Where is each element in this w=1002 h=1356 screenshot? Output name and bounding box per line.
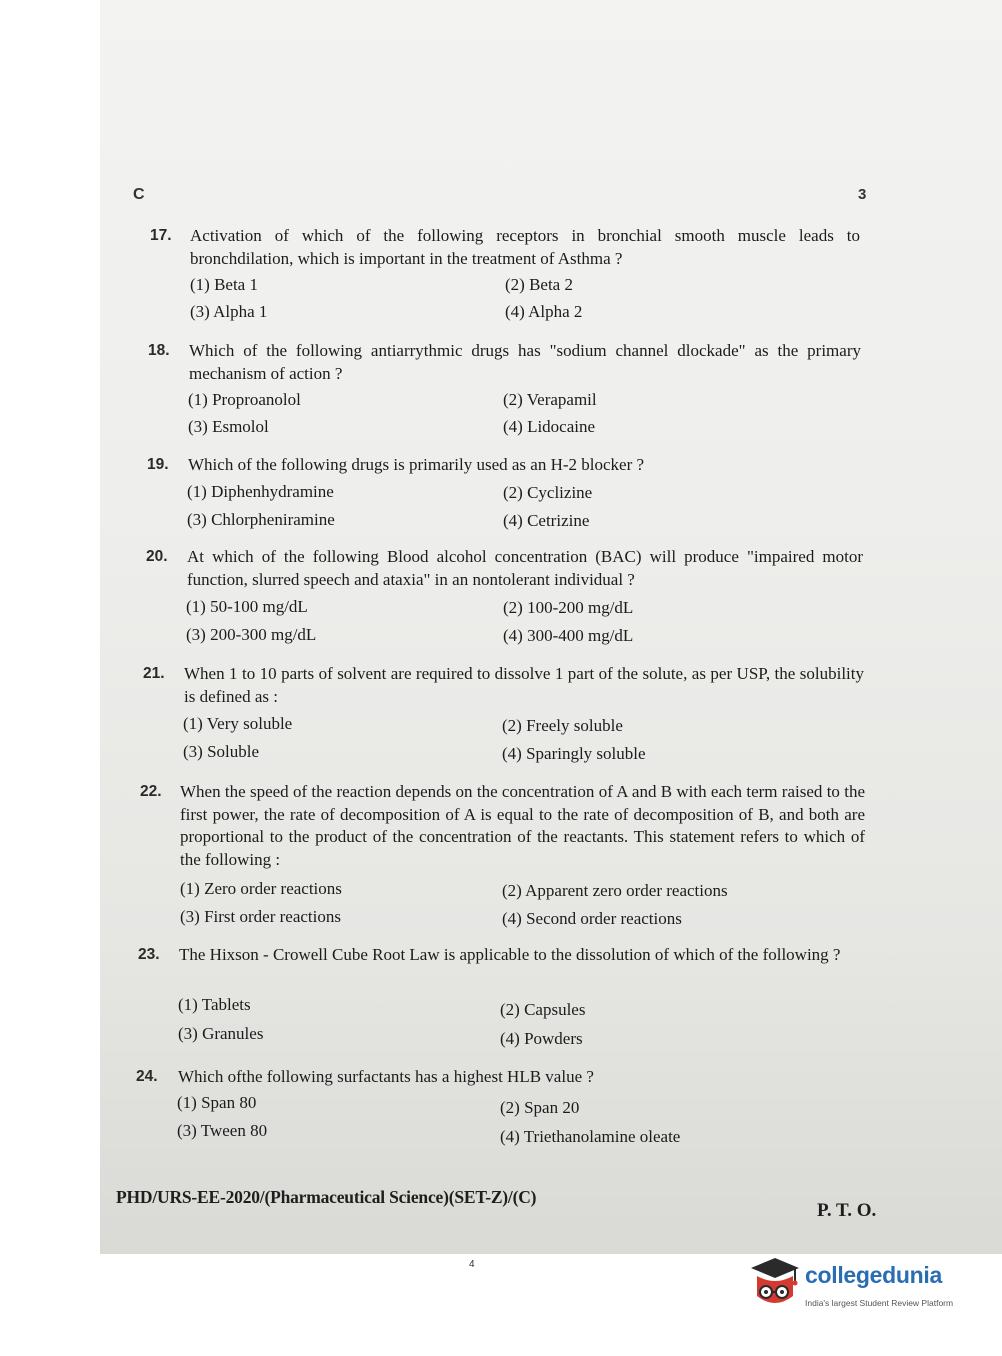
collegedunia-watermark <box>745 1250 975 1320</box>
paper-code: PHD/URS-EE-2020/(Pharmaceutical Science)(SET-Z)/(C) <box>116 1187 537 1207</box>
question-18 <box>148 340 862 440</box>
option-1: (1) Zero order reactions <box>180 879 342 898</box>
question-23 <box>138 944 866 1048</box>
option-4: (4) Cetrizine <box>503 511 590 530</box>
question-number: 24. <box>136 1068 158 1085</box>
option-4: (4) Lidocaine <box>503 417 596 436</box>
question-19 <box>147 454 862 534</box>
question-22 <box>140 781 866 931</box>
option-2: (2) Apparent zero order reactions <box>502 881 728 900</box>
option-2: (2) 100-200 mg/dL <box>503 598 634 617</box>
graduate-mascot-icon <box>745 1252 803 1319</box>
option-2: (2) Cyclizine <box>503 483 593 502</box>
question-21 <box>143 663 865 763</box>
option-4: (4) Triethanolamine oleate <box>500 1127 681 1146</box>
option-3: (3) 200-300 mg/dL <box>186 625 317 644</box>
question-text: The Hixson - Crowell Cube Root Law is applicable to the dissolution of which of the following ? <box>179 945 841 964</box>
option-4: (4) Alpha 2 <box>505 302 583 321</box>
option-1: (1) 50-100 mg/dL <box>186 597 308 616</box>
scan-page-number: 4 <box>469 1259 475 1270</box>
option-1: (1) Diphenhydramine <box>187 482 334 501</box>
set-letter: C <box>133 186 145 203</box>
option-2: (2) Span 20 <box>500 1098 580 1117</box>
option-2: (2) Beta 2 <box>505 275 573 294</box>
option-4: (4) Second order reactions <box>502 909 682 928</box>
option-2: (2) Freely soluble <box>502 716 623 735</box>
option-1: (1) Beta 1 <box>190 275 258 294</box>
question-text: At which of the following Blood alcohol concentration (BAC) will produce "impaired motor function, slurred speech and ataxia" in an nontolerant individual ? <box>187 547 863 589</box>
question-text: Which of the following antiarrythmic drugs has "sodium channel dlockade" as the primary mechanism of action ? <box>189 341 861 383</box>
question-number: 22. <box>140 783 162 800</box>
option-4: (4) Powders <box>500 1029 583 1048</box>
question-text: Activation of which of the following receptors in bronchial smooth muscle leads to bronchdilation, which is important in the treatment of Asthma ? <box>190 226 860 268</box>
brand-name: collegedunia <box>805 1262 942 1288</box>
option-4: (4) 300-400 mg/dL <box>503 626 634 645</box>
option-2: (2) Capsules <box>500 1000 586 1019</box>
option-4: (4) Sparingly soluble <box>502 744 646 763</box>
option-3: (3) Esmolol <box>188 417 269 436</box>
option-1: (1) Tablets <box>178 995 251 1014</box>
option-3: (3) Alpha 1 <box>190 302 268 321</box>
question-number: 18. <box>148 342 170 359</box>
option-3: (3) Soluble <box>183 742 260 761</box>
question-number: 17. <box>150 227 172 244</box>
option-1: (1) Span 80 <box>177 1093 257 1112</box>
question-24 <box>136 1066 866 1156</box>
question-text: Which of the following drugs is primarily used as an H-2 blocker ? <box>188 455 645 474</box>
question-number: 21. <box>143 665 165 682</box>
pto-label: P. T. O. <box>817 1200 877 1221</box>
option-1: (1) Proproanolol <box>188 390 301 409</box>
question-number: 23. <box>138 946 160 963</box>
question-17 <box>150 225 862 325</box>
option-2: (2) Verapamil <box>503 390 597 409</box>
option-3: (3) Tween 80 <box>177 1121 268 1140</box>
option-3: (3) Granules <box>178 1024 264 1043</box>
brand-tagline: India's largest Student Review Platform <box>805 1298 954 1308</box>
question-number: 20. <box>146 548 168 565</box>
question-text: Which ofthe following surfactants has a highest HLB value ? <box>178 1067 594 1086</box>
option-1: (1) Very soluble <box>183 714 293 733</box>
question-text: When the speed of the reaction depends on the concentration of A and B with each term raised to the first power, the rate of decomposition of A is equal to the rate of decomposition of B, and both are proportional to the product of the concentration of the reactants. This statement refers to which of the following : <box>180 782 865 869</box>
option-3: (3) Chlorpheniramine <box>187 510 335 529</box>
question-number: 19. <box>147 456 169 473</box>
option-3: (3) First order reactions <box>180 907 341 926</box>
page-number: 3 <box>858 186 867 203</box>
question-20 <box>146 546 864 646</box>
question-text: When 1 to 10 parts of solvent are required to dissolve 1 part of the solute, as per USP, the solubility is defined as : <box>184 664 864 706</box>
